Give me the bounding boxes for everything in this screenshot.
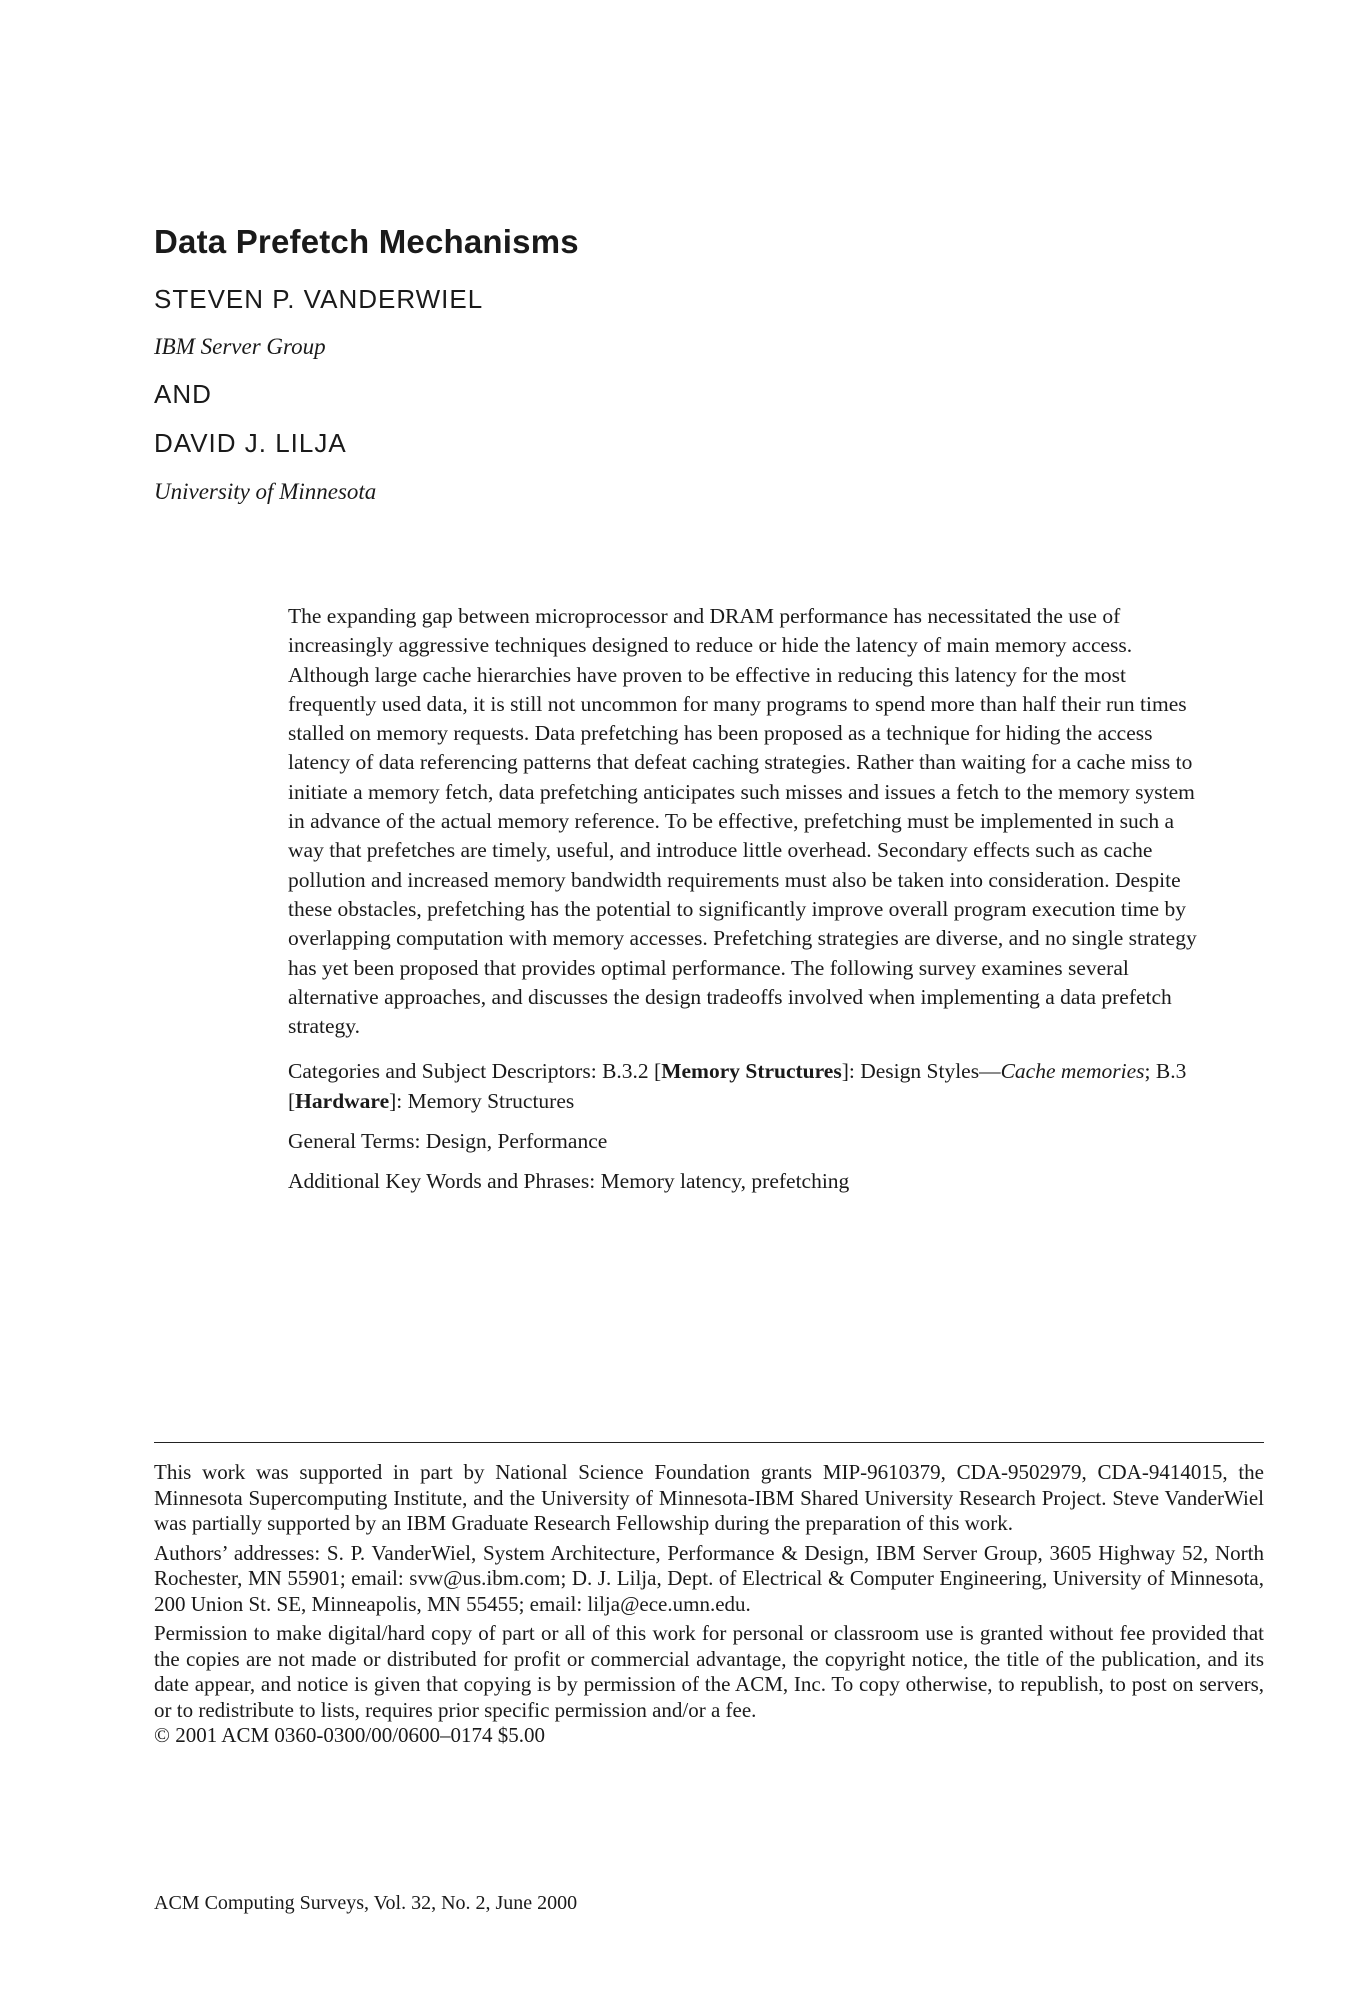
permission-footnote: Permission to make digital/hard copy of part or all of this work for personal or classroom use is granted without fee provided that the copies are not made or distributed for profit or commercial advantage, the copyright notice, the title of the publication, and its date appear, and notice is given that copying is by permission of the ACM, Inc. To copy otherwise, to republish, to post on servers, or to redistribute to lists, requires prior specific permission and/or a fee.: [154, 1621, 1264, 1722]
abstract-section: [288, 602, 1200, 1197]
addresses-footnote: Authors’ addresses: S. P. VanderWiel, System Architecture, Performance & Design, IBM Server Group, 3605 Highway 52, North Rochester, MN 55901; email: svw@us.ibm.com; D. J. Lilja, Dept. of Electrical & Computer Engineering, University of Minnesota, 200 Union St. SE, Minneapolis, MN 55455; email: lilja@ece.umn.edu.: [154, 1540, 1264, 1616]
footnotes-section: [154, 1460, 1264, 1749]
keywords: Additional Key Words and Phrases: Memory latency, prefetching: [288, 1169, 850, 1194]
funding-footnote: This work was supported in part by National Science Foundation grants MIP-9610379, CDA-9502979, CDA-9414015, the Minnesota Supercomputing Institute, and the University of Minnesota-IBM Shared University Research Project. Steve VanderWiel was partially supported by an IBM Graduate Research Fellowship during the preparation of this work.: [154, 1460, 1264, 1535]
categories-italic-term: Cache memories: [1000, 1059, 1145, 1084]
categories-code: ; B.3: [1144, 1059, 1187, 1084]
categories-term: Memory Structures: [661, 1059, 842, 1084]
categories-label: Categories and Subject Descriptors:: [288, 1059, 597, 1084]
subject-descriptors: Categories and Subject Descriptors: B.3.2 [Memory Structures]: Design Styles—Cache memories; B.3 [Hardware]: Memory Structures: [288, 1059, 1187, 1113]
categories-text: : Design Styles—: [848, 1059, 1001, 1084]
author-name: DAVID J. LILJA: [154, 428, 347, 458]
abstract-text: The expanding gap between microprocessor and DRAM performance has necessitated the use of increasingly aggressive techniques designed to reduce or hide the latency of main memory access. Although large cache hierarchies have proven to be effective in reducing this latency for the most frequently used data, it is still not uncommon for many programs to spend more than half their run times stalled on memory requests. Data prefetching has been proposed as a technique for hiding the access latency of data referencing patterns that defeat caching strategies. Rather than waiting for a cache miss to initiate a memory fetch, data prefetching anticipates such misses and issues a fetch to the memory system in advance of the actual memory reference. To be effective, prefetching must be implemented in such a way that prefetches are timely, useful, and introduce little overhead. Secondary effects such as cache pollution and increased memory bandwidth requirements must also be taken into consideration. Despite these obstacles, prefetching has the potential to significantly improve overall program execution time by overlapping computation with memory accesses. Prefetching strategies are diverse, and no single strategy has yet been proposed that provides optimal performance. The following survey examines several alternative approaches, and discusses the design tradeoffs involved when implementing a data prefetch strategy.: [288, 604, 1197, 1039]
categories-text: : Memory Structures: [396, 1088, 575, 1113]
author-name: STEVEN P. VANDERWIEL: [154, 284, 484, 314]
categories-code: B.3.2: [602, 1059, 649, 1084]
author-affiliation: IBM Server Group: [154, 334, 326, 359]
running-footer: ACM Computing Surveys, Vol. 32, No. 2, June 2000: [154, 1892, 578, 1914]
author-conjunction: AND: [154, 379, 212, 409]
author-affiliation: University of Minnesota: [154, 479, 377, 504]
paper-title: Data Prefetch Mechanisms: [154, 223, 579, 260]
footnote-divider: [154, 1442, 1264, 1443]
copyright-line: © 2001 ACM 0360-0300/00/0600–0174 $5.00: [154, 1723, 546, 1747]
categories-term: Hardware: [295, 1088, 390, 1113]
general-terms: General Terms: Design, Performance: [288, 1129, 608, 1154]
